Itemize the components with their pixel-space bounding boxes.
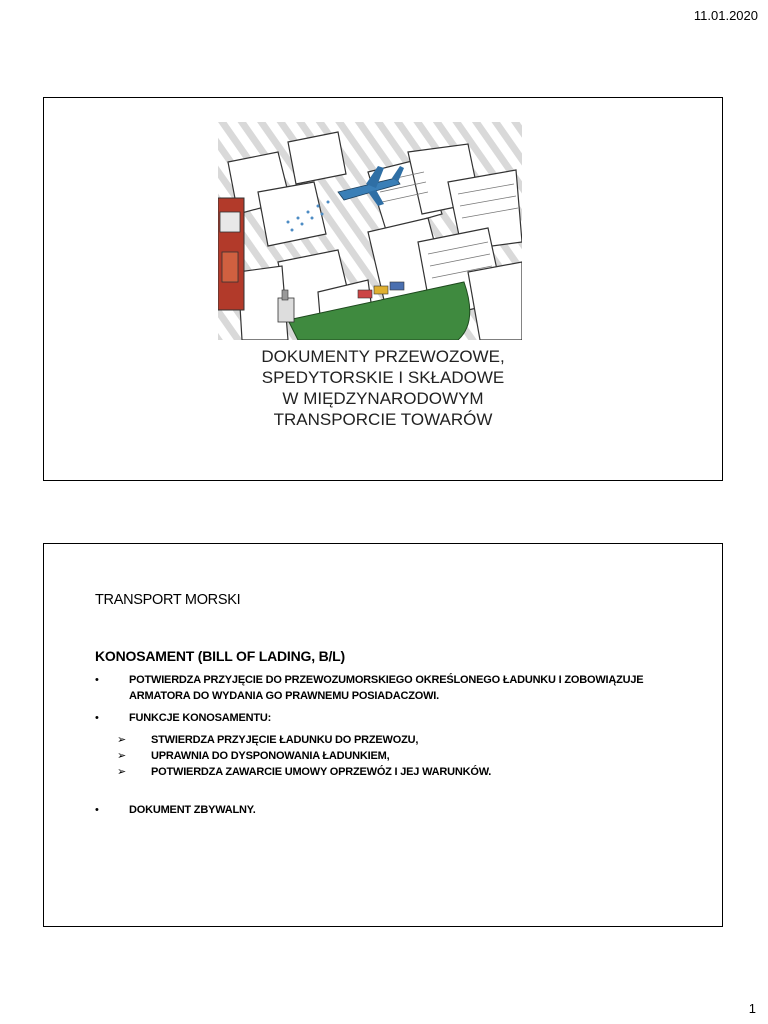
bullet-list bbox=[95, 672, 695, 824]
arrow-bullet-icon: ➢ bbox=[117, 750, 127, 762]
title-line: TRANSPORCIE TOWARÓW bbox=[273, 410, 493, 429]
list-item bbox=[95, 710, 695, 726]
sub-list-item-text: UPRAWNIA DO DYSPONOWANIA ŁADUNKIEM, bbox=[151, 750, 390, 762]
slide-2 bbox=[43, 543, 723, 927]
list-item-text: POTWIERDZA PRZYJĘCIE DO PRZEWOZUMORSKIEGO OKREŚLONEGO ŁADUNKU I ZOBOWIĄZUJE ARMATORA DO WYDANIA GO PRAWNEMU POSIADACZOWI. bbox=[129, 674, 644, 702]
bullet-glyph: • bbox=[95, 674, 99, 686]
sub-list-item bbox=[95, 732, 695, 748]
slide-1-title bbox=[44, 346, 722, 430]
slide-1 bbox=[43, 97, 723, 481]
sub-list-item bbox=[95, 748, 695, 764]
list-item-text: FUNKCJE KONOSAMENTU: bbox=[129, 712, 272, 724]
print-date: 11.01.2020 bbox=[693, 8, 758, 23]
sub-list-item bbox=[95, 764, 695, 780]
page-number: 1 bbox=[748, 1001, 756, 1016]
title-line: SPEDYTORSKIE I SKŁADOWE bbox=[261, 368, 505, 387]
shipping-documents-illustration bbox=[218, 122, 522, 340]
sub-list-item-text: STWIERDZA PRZYJĘCIE ŁADUNKU DO PRZEWOZU, bbox=[151, 734, 419, 746]
list-item bbox=[95, 672, 695, 704]
title-line: DOKUMENTY PRZEWOZOWE, bbox=[261, 347, 505, 366]
sub-list-item-text: POTWIERDZA ZAWARCIE UMOWY OPRZEWÓZ I JEJ WARUNKÓW. bbox=[151, 766, 492, 778]
bullet-glyph: • bbox=[95, 804, 99, 816]
slide-2-subheading: KONOSAMENT (BILL OF LADING, B/L) bbox=[95, 648, 345, 664]
title-line: W MIĘDZYNARODOWYM bbox=[282, 389, 484, 408]
arrow-bullet-icon: ➢ bbox=[117, 766, 127, 778]
bullet-glyph: • bbox=[95, 712, 99, 724]
list-item bbox=[95, 802, 695, 818]
list-item-text: DOKUMENT ZBYWALNY. bbox=[129, 804, 256, 816]
slide-2-heading: TRANSPORT MORSKI bbox=[95, 592, 241, 608]
arrow-bullet-icon: ➢ bbox=[117, 734, 127, 746]
